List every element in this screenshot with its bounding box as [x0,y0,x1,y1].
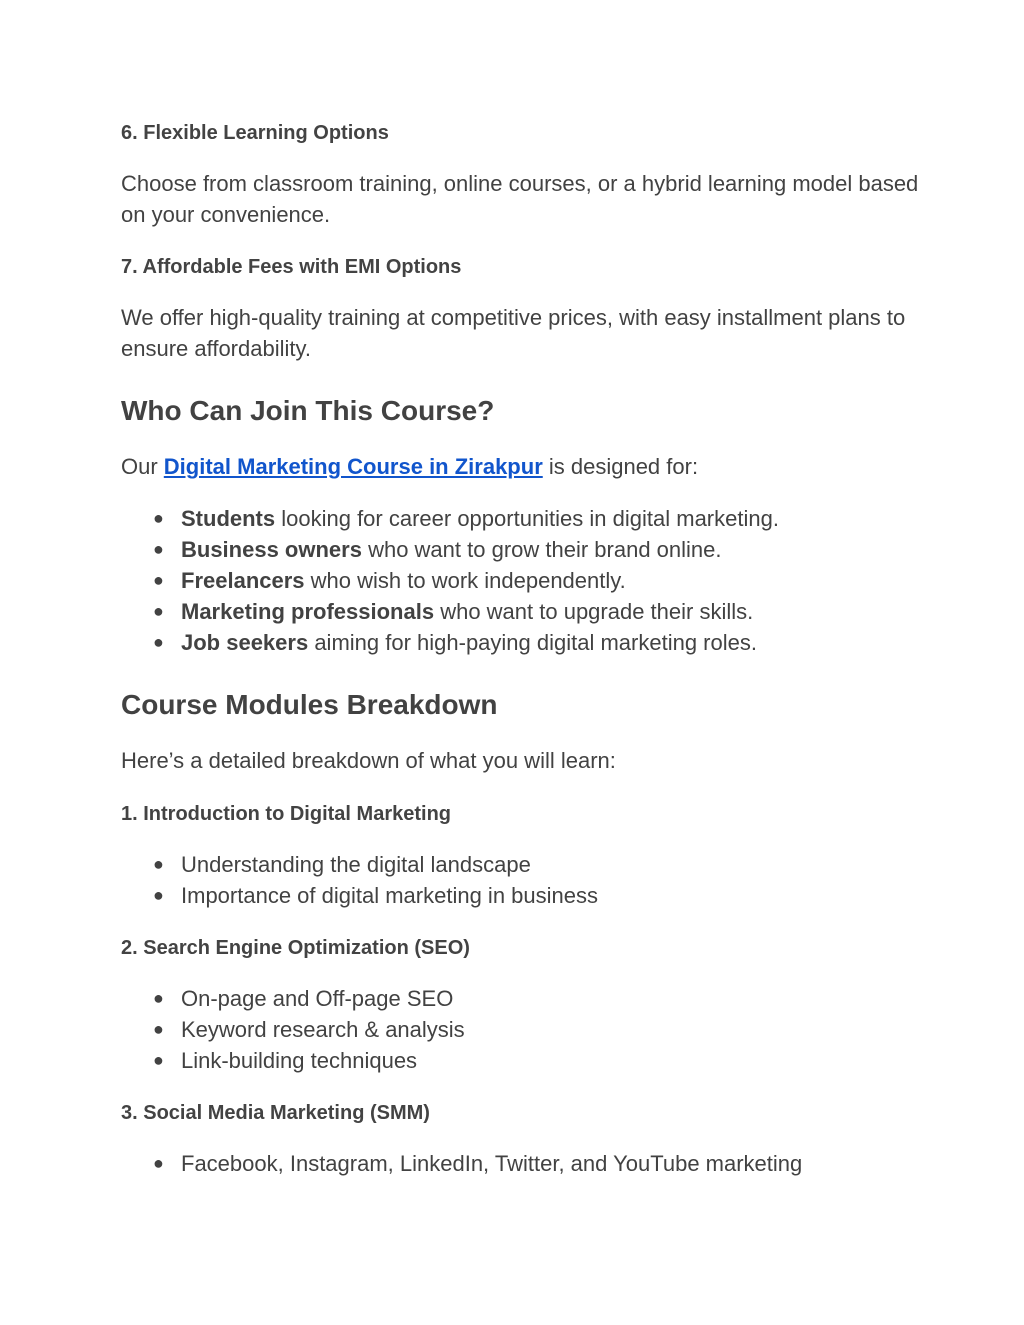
bullet-icon: ● [153,1050,164,1070]
bullet-icon: ● [153,1153,164,1173]
bullet-icon: ● [153,854,164,874]
module-heading-seo: 2. Search Engine Optimization (SEO) [121,937,470,959]
bullet-icon: ● [153,988,164,1008]
bullet-icon: ● [153,601,164,621]
module-heading-intro-digital-marketing: 1. Introduction to Digital Marketing [121,803,451,825]
section-heading-flexible-learning: 6. Flexible Learning Options [121,122,389,144]
list-item-rest: aiming for high-paying digital marketing roles. [308,630,757,655]
list-item-text [181,565,626,596]
bullet-icon: ● [153,508,164,528]
who-intro-suffix: is designed for: [542,454,699,479]
bullet-icon: ● [153,539,164,559]
list-item-text [181,627,757,658]
list-item-bold: Business owners [181,537,362,562]
bullet-icon: ● [153,885,164,905]
section-heading-affordable-fees: 7. Affordable Fees with EMI Options [121,256,462,278]
list-item-text: Keyword research & analysis [181,1017,465,1042]
list-item-text: Link-building techniques [181,1048,418,1073]
list-item-text [181,503,779,534]
list-item-bold: Freelancers [181,568,305,593]
list-item-text: Understanding the digital landscape [181,852,531,877]
list-item-bold: Job seekers [181,630,309,655]
list-item-rest: who wish to work independently. [304,568,626,593]
course-link[interactable]: Digital Marketing Course in Zirakpur [163,454,543,479]
paragraph-affordable-fees: We offer high-quality training at competitive prices, with easy installment plans to ensure affordability. [121,305,906,361]
who-intro-prefix: Our [121,454,164,479]
bullet-icon: ● [153,1019,164,1039]
list-item-text: On-page and Off-page SEO [181,986,454,1011]
paragraph-who-intro [121,451,921,482]
bullet-icon: ● [153,632,164,652]
list-item-bold: Students [181,506,276,531]
list-item-rest: looking for career opportunities in digital marketing. [275,506,779,531]
list-item-rest: who want to grow their brand online. [361,537,722,562]
list-item-text: Facebook, Instagram, LinkedIn, Twitter, and YouTube marketing [181,1151,803,1176]
list-item-rest: who want to upgrade their skills. [434,599,754,624]
list-item-text: Importance of digital marketing in business [181,883,598,908]
heading-course-modules: Course Modules Breakdown [121,689,498,720]
bullet-icon: ● [153,570,164,590]
paragraph-flexible-learning: Choose from classroom training, online courses, or a hybrid learning model based on your convenience. [121,171,919,227]
module-heading-smm: 3. Social Media Marketing (SMM) [121,1102,430,1124]
paragraph-modules-intro: Here’s a detailed breakdown of what you will learn: [121,748,616,773]
list-item-text [181,596,753,627]
list-item-bold: Marketing professionals [181,599,435,624]
heading-who-can-join: Who Can Join This Course? [121,395,495,426]
list-item-text [181,534,722,565]
